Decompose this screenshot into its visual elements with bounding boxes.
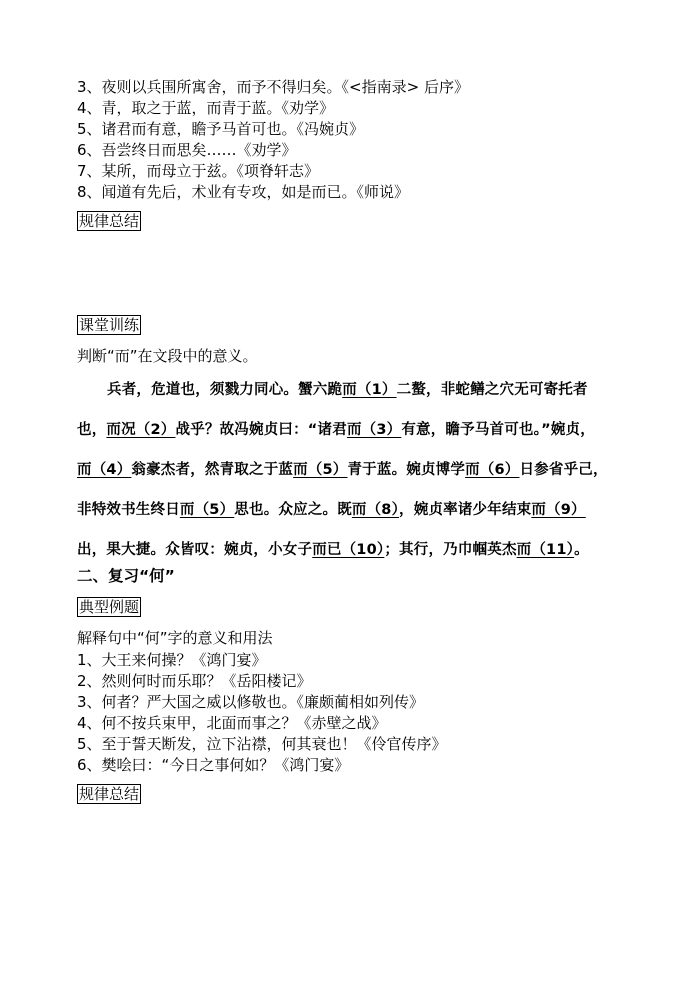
- example-item-5: 5、诸君而有意，瞻予马首可也。《冯婉贞》: [77, 120, 365, 138]
- passage-text: 有意，瞻予马首可也。”婉贞，: [401, 422, 595, 438]
- passage-line-4: [77, 498, 622, 519]
- passage-line-3: [77, 458, 622, 479]
- blank-6: 而（6）: [465, 462, 520, 478]
- blank-9: 而（9）: [531, 502, 586, 518]
- he-item-4: 4、何不按兵束甲，北面而事之？《赤壁之战》: [77, 714, 387, 732]
- rules-summary-box-2: [77, 784, 141, 804]
- examples-box: [77, 597, 141, 617]
- passage-text: 出，果大捷。众皆叹：婉贞，小女子: [77, 542, 313, 558]
- rules-summary-label-1: 规律总结: [79, 212, 140, 230]
- passage-text: 青于蓝。婉贞博学: [347, 462, 466, 478]
- blank-2: 而况（2）: [106, 422, 176, 438]
- passage-text: 思也。众应之。既: [234, 502, 352, 518]
- passage-text: ，婉贞率诸少年结束: [399, 502, 532, 518]
- passage-text: 战乎？故冯婉贞曰：“诸君: [175, 422, 347, 438]
- blank-5: 而（5）: [293, 462, 348, 478]
- passage-text: 。: [574, 542, 589, 558]
- rules-summary-label-2: 规律总结: [79, 785, 140, 803]
- blank-1: 而（1）: [342, 382, 397, 398]
- blank-4: 而（4）: [77, 462, 132, 478]
- passage-text: 也，: [77, 422, 107, 438]
- blank-11: 而（11）: [516, 542, 575, 558]
- section2-instruction: 解释句中“何”字的意义和用法: [77, 629, 273, 647]
- passage-line-2: [77, 418, 622, 439]
- practice-instruction: 判断“而”在文段中的意义。: [77, 347, 258, 365]
- passage-line-5: [77, 538, 622, 559]
- example-item-8: 8、闻道有先后，术业有专攻，如是而已。《师说》: [77, 183, 410, 201]
- example-item-4: 4、青，取之于蓝，而青于蓝。《劝学》: [77, 99, 335, 117]
- example-item-7: 7、某所，而母立于兹。《项脊轩志》: [77, 162, 320, 180]
- passage-line-1: [107, 378, 622, 399]
- example-item-6: 6、吾尝终日而思矣……《劝学》: [77, 141, 297, 159]
- blank-5b: 而（5）: [179, 502, 235, 518]
- passage-text: 二螯，非蛇鳝之穴无可寄托者: [396, 382, 588, 398]
- section-heading: 二、复习“何”: [77, 567, 175, 585]
- passage-text: 翁豪杰者，然青取之于蓝: [131, 462, 294, 478]
- passage-text: 兵者，危道也，须戮力同心。蟹六跪: [107, 382, 343, 398]
- rules-summary-box-1: [77, 211, 141, 231]
- he-item-1: 1、大王来何操？《鸿门宴》: [77, 651, 267, 669]
- blank-3: 而（3）: [346, 422, 402, 438]
- blank-8: 而（8）: [351, 502, 400, 518]
- he-item-2: 2、然则何时而乐耶？《岳阳楼记》: [77, 672, 312, 690]
- blank-10: 而已（10）: [312, 542, 385, 558]
- he-item-5: 5、至于誓天断发，泣下沾襟，何其衰也！《伶官传序》: [77, 735, 447, 753]
- passage-text: 日参省乎己，: [519, 462, 608, 478]
- practice-box: [77, 315, 141, 335]
- examples-label: 典型例题: [79, 598, 140, 616]
- he-item-3: 3、何者？严大国之威以修敬也。《廉颇蔺相如列传》: [77, 693, 425, 711]
- passage-text: ；其行，乃巾帼英杰: [384, 542, 517, 558]
- practice-label: 课堂训练: [79, 316, 140, 334]
- he-item-6: 6、樊哙曰：“今日之事何如？《鸿门宴》: [77, 756, 350, 774]
- example-item-3: 3、夜则以兵围所寓舍，而予不得归矣。《<指南录> 后序》: [77, 78, 469, 96]
- passage-text: 非特效书生终日: [77, 502, 180, 518]
